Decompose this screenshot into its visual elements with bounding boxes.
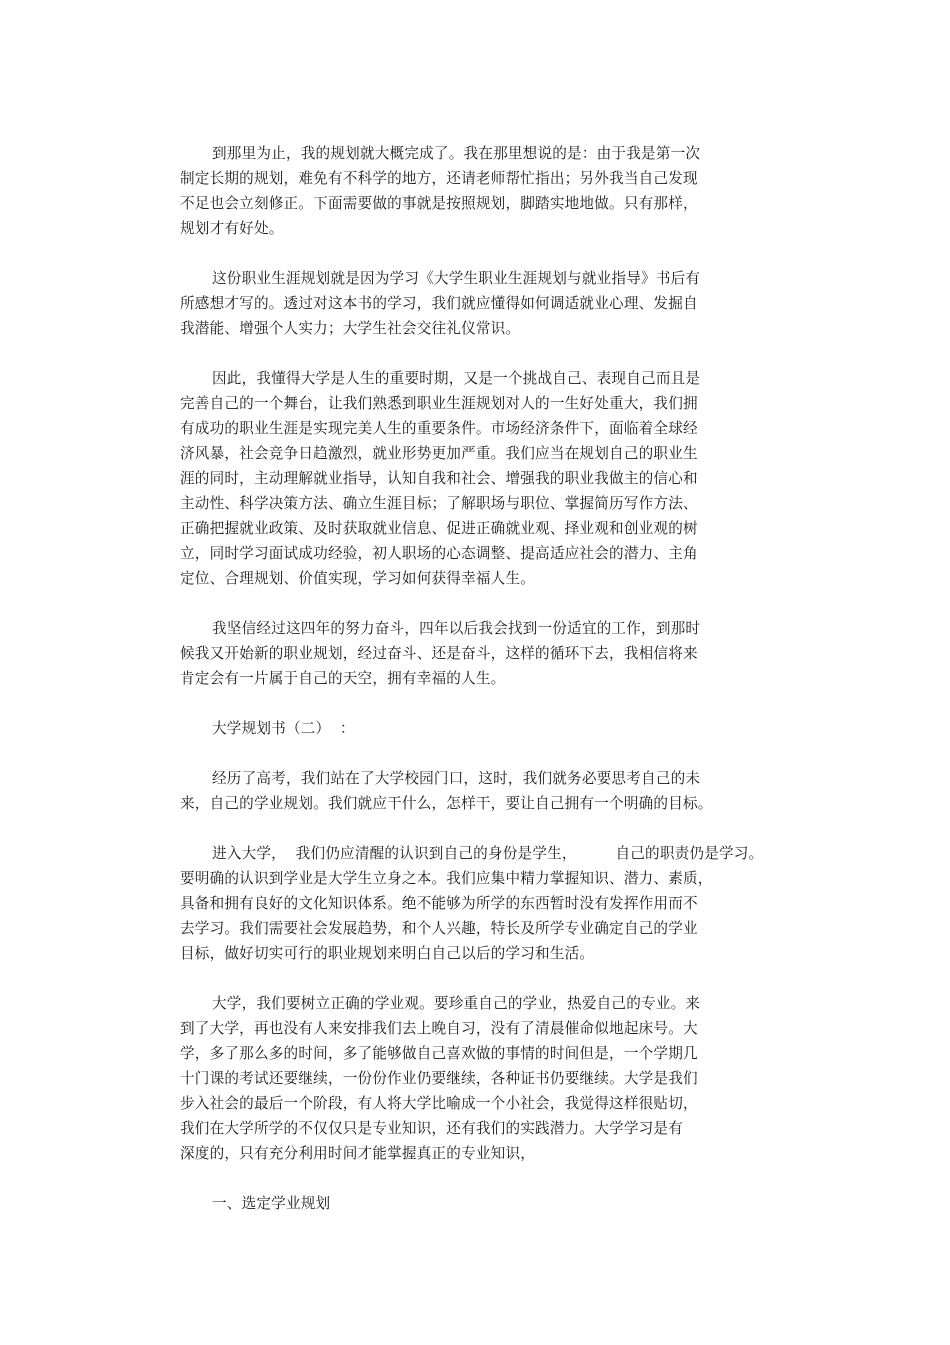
section-heading-plan-two: 大学规划书（二） ： <box>212 720 355 737</box>
paragraph-3-line-7: 正确把握就业政策、及时获取就业信息、促进正确就业观、择业观和创业观的树 <box>180 520 698 537</box>
paragraph-8-line-1: 大学，我们要树立正确的学业观。要珍重自己的学业，热爱自己的专业。来 <box>212 995 701 1012</box>
paragraph-3-line-4: 济风暴，社会竞争日趋激烈，就业形势更加严重。我们应当在规划自己的职业生 <box>180 445 698 462</box>
paragraph-6-line-2: 来，自己的学业规划。我们就应干什么，怎样干，要让自己拥有一个明确的目标。 <box>180 795 713 812</box>
paragraph-7-line-1: 进入大学， 我们仍应清醒的认识到自己的身份是学生， 自己的职责仍是学习。 <box>212 845 764 862</box>
paragraph-7-line-3: 具备和拥有良好的文化知识体系。绝不能够为所学的东西暂时没有发挥作用而不 <box>180 895 698 912</box>
paragraph-3-line-1: 因此，我懂得大学是人生的重要时期，又是一个挑战自己、表现自己而且是 <box>212 370 701 387</box>
paragraph-1-line-4: 规划才有好处。 <box>180 220 284 237</box>
paragraph-8-line-6: 我们在大学所学的不仅仅只是专业知识，还有我们的实践潜力。大学学习是有 <box>180 1120 683 1137</box>
section-heading-select-plan: 一、选定学业规划 <box>212 1195 331 1212</box>
paragraph-7-line-5: 目标，做好切实可行的职业规划来明白自己以后的学习和生活。 <box>180 945 595 962</box>
paragraph-8-line-2: 到了大学，再也没有人来安排我们去上晚自习，没有了清晨催命似地起床号。大 <box>180 1020 698 1037</box>
paragraph-3-line-6: 主动性、科学决策方法、确立生涯目标；了解职场与职位、掌握简历写作方法、 <box>180 495 698 512</box>
paragraph-4-line-3: 肯定会有一片属于自己的天空，拥有幸福的人生。 <box>180 670 506 687</box>
paragraph-3-line-2: 完善自己的一个舞台，让我们熟悉到职业生涯规划对人的一生好处重大，我们拥 <box>180 395 698 412</box>
paragraph-3-line-8: 立，同时学习面试成功经验，初人职场的心态调整、提高适应社会的潜力、主角 <box>180 545 698 562</box>
paragraph-3-line-3: 有成功的职业生涯是实现完美人生的重要条件。市场经济条件下，面临着全球经 <box>180 420 698 437</box>
paragraph-2-line-3: 我潜能、增强个人实力；大学生社会交往礼仪常识。 <box>180 320 521 337</box>
paragraph-8-line-4: 十门课的考试还要继续，一份份作业仍要继续，各种证书仍要继续。大学是我们 <box>180 1070 698 1087</box>
paragraph-6-line-1: 经历了高考，我们站在了大学校园门口，这时，我们就务必要思考自己的未 <box>212 770 701 787</box>
paragraph-3-line-5: 涯的同时，主动理解就业指导，认知自我和社会、增强我的职业我做主的信心和 <box>180 470 698 487</box>
paragraph-7-line-2: 要明确的认识到学业是大学生立身之本。我们应集中精力掌握知识、潜力、素质， <box>180 870 713 887</box>
paragraph-8-line-3: 学，多了那么多的时间，多了能够做自己喜欢做的事情的时间但是，一个学期几 <box>180 1045 698 1062</box>
paragraph-1-line-1: 到那里为止，我的规划就大概完成了。我在那里想说的是：由于我是第一次 <box>212 145 701 162</box>
paragraph-8-line-5: 步入社会的最后一个阶段，有人将大学比喻成一个小社会，我觉得这样很贴切， <box>180 1095 698 1112</box>
paragraph-8-line-7: 深度的，只有充分利用时间才能掌握真正的专业知识， <box>180 1145 536 1162</box>
paragraph-4-line-1: 我坚信经过这四年的努力奋斗，四年以后我会找到一份适宜的工作，到那时 <box>212 620 701 637</box>
paragraph-3-line-9: 定位、合理规划、价值实现，学习如何获得幸福人生。 <box>180 570 536 587</box>
paragraph-1-line-3: 不足也会立刻修正。下面需要做的事就是按照规划，脚踏实地地做。只有那样， <box>180 195 698 212</box>
paragraph-4-line-2: 候我又开始新的职业规划，经过奋斗、还是奋斗，这样的循环下去，我相信将来 <box>180 645 698 662</box>
paragraph-2-line-2: 所感想才写的。透过对这本书的学习，我们就应懂得如何调适就业心理、发掘自 <box>180 295 698 312</box>
paragraph-2-line-1: 这份职业生涯规划就是因为学习《大学生职业生涯规划与就业指导》书后有 <box>212 270 701 287</box>
paragraph-7-line-4: 去学习。我们需要社会发展趋势，和个人兴趣，特长及所学专业确定自己的学业 <box>180 920 698 937</box>
paragraph-1-line-2: 制定长期的规划，难免有不科学的地方，还请老师帮忙指出；另外我当自己发现 <box>180 170 698 187</box>
